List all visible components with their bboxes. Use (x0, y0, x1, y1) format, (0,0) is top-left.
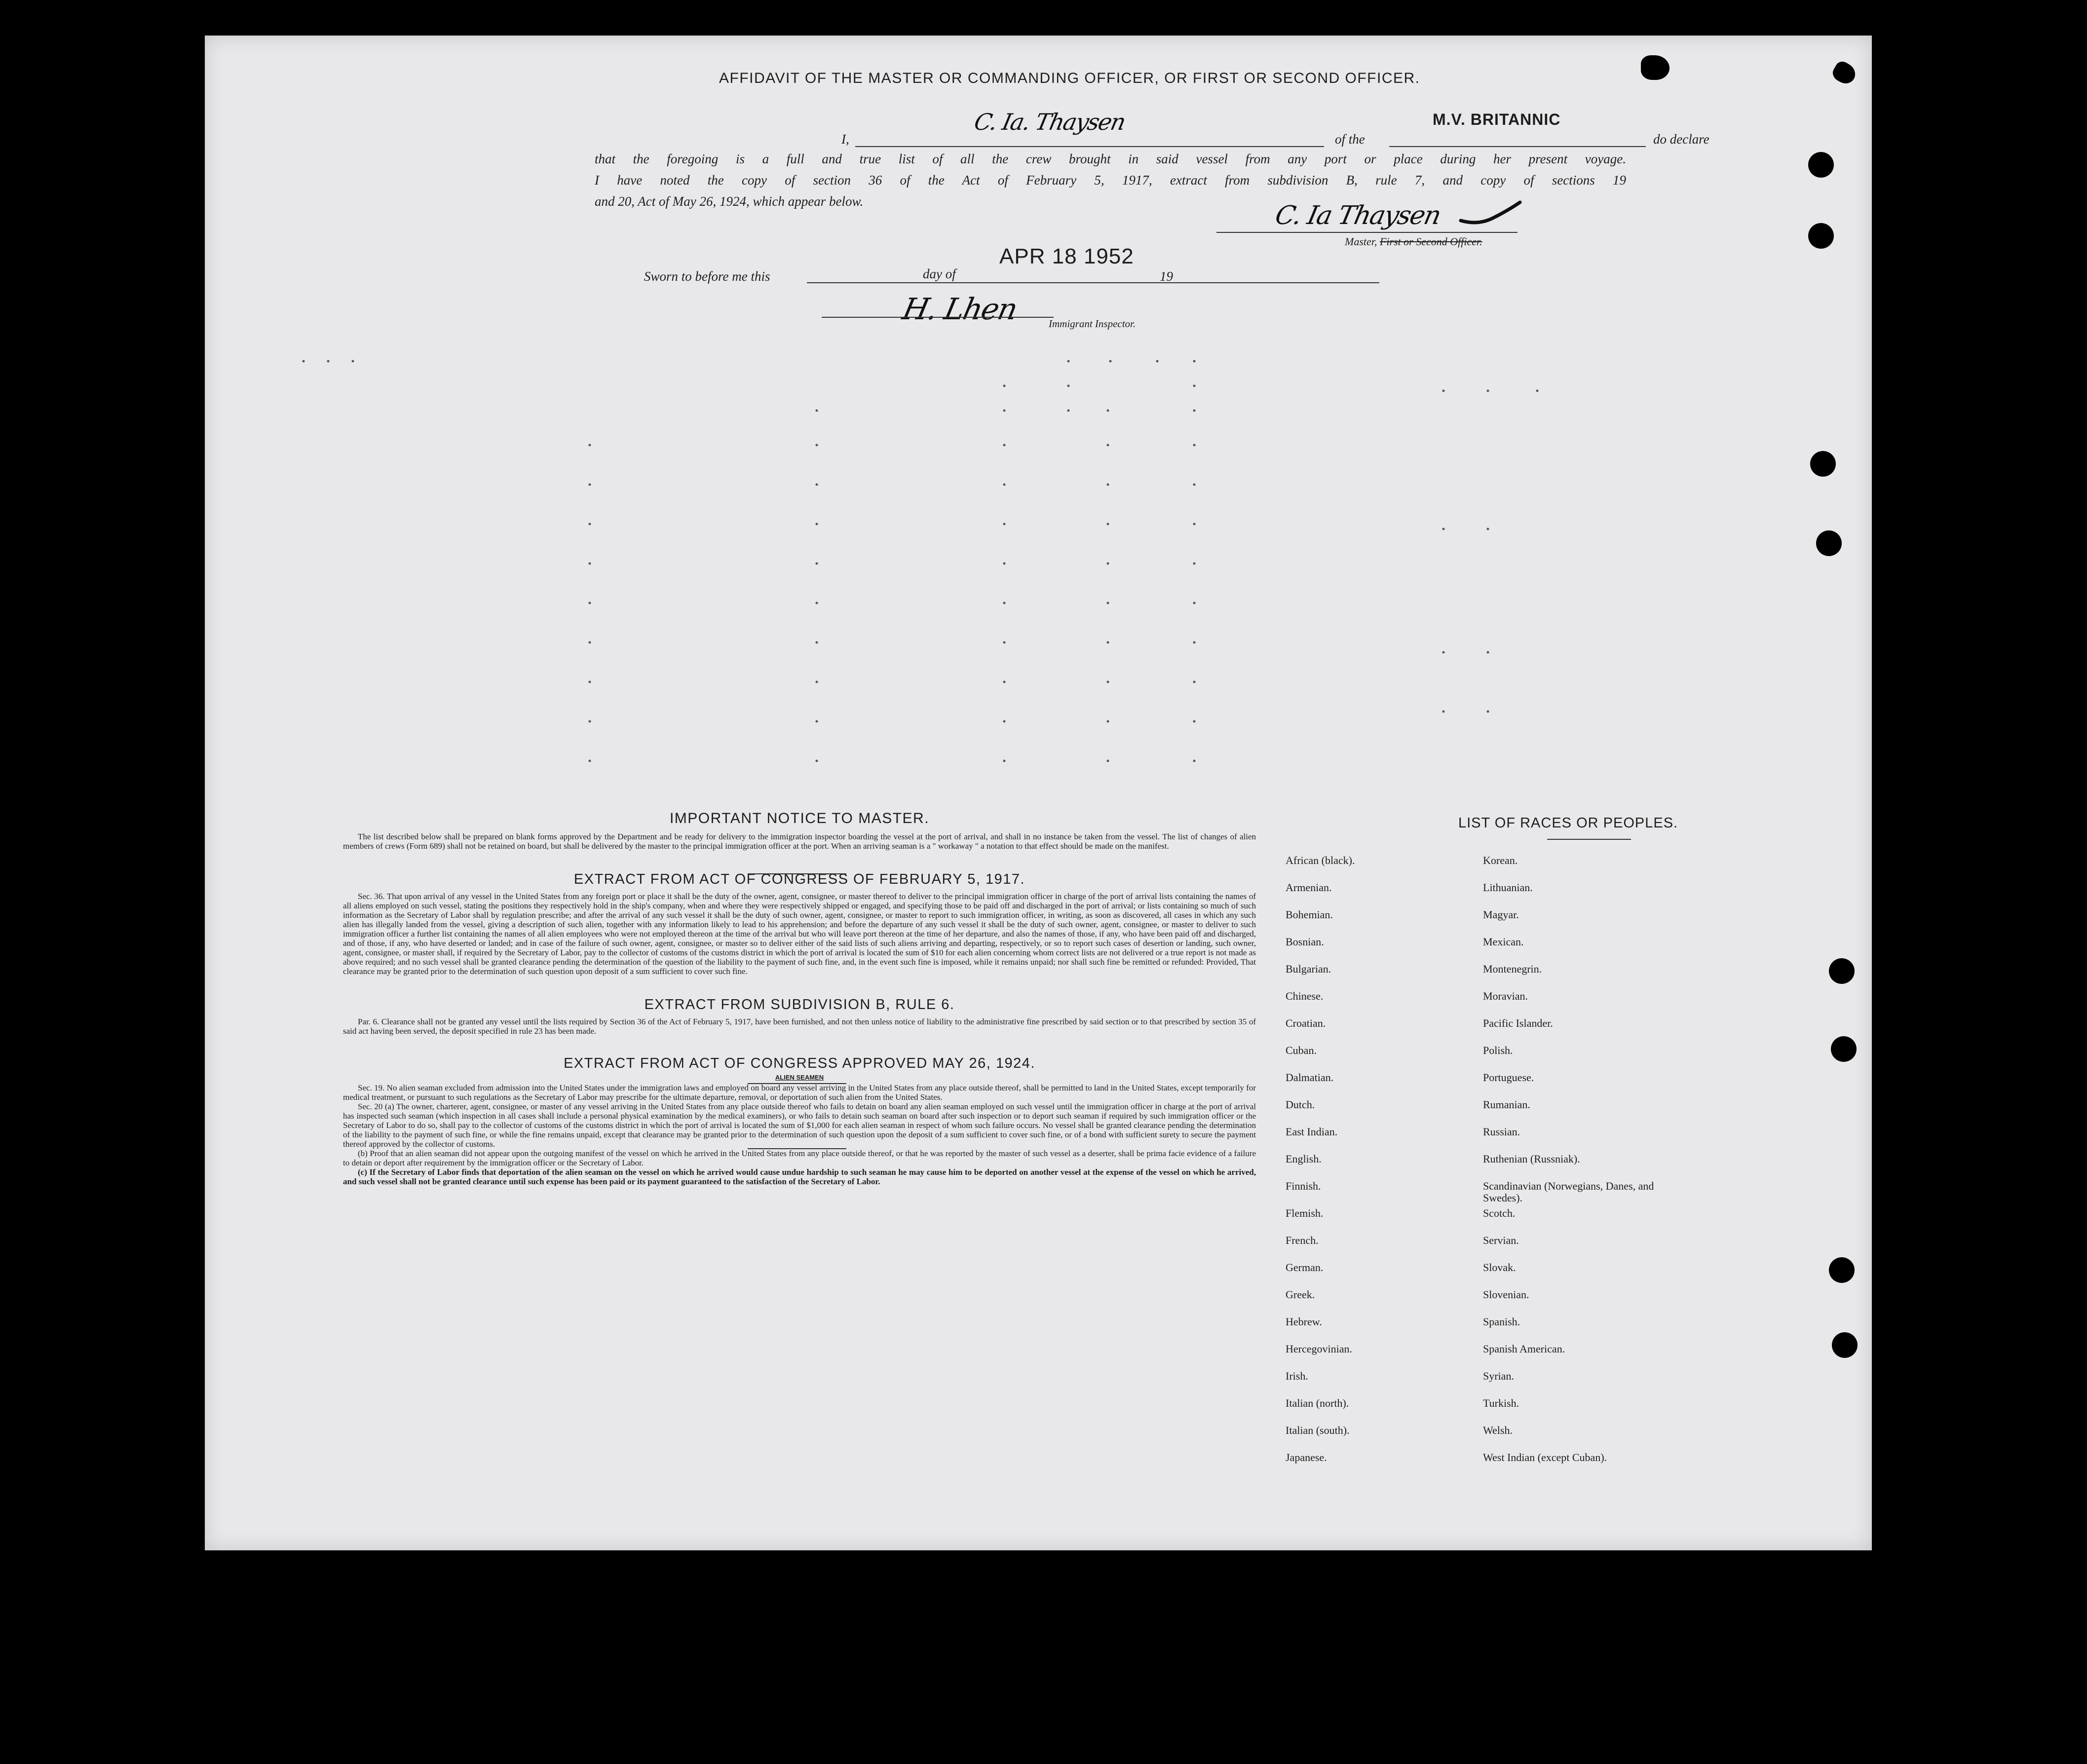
punch-hole (1831, 1036, 1857, 1062)
extract-1924-sec19: Sec. 19. No alien seaman excluded from admission into the United States under the immigration laws and employed on board any vessel arriving in the United States from any place outside thereof, shall be permitted to land in the United States, except temporarily for medical treatment, or pursuant to such regulations as the Secretary of Labor may prescribe for the ultimate departure, removal, or deportation of such alien from the United States. (343, 1083, 1256, 1102)
race-item: English. (1286, 1153, 1322, 1165)
race-item: Montenegrin. (1483, 963, 1542, 975)
race-item: Magyar. (1483, 908, 1519, 921)
race-item: Scandinavian (Norwegians, Danes, and Swedes). (1483, 1180, 1654, 1204)
race-item: Italian (south). (1286, 1424, 1350, 1436)
punch-hole (1829, 958, 1855, 984)
dotted-grid (299, 356, 1779, 800)
race-item: French. (1286, 1234, 1319, 1246)
caption-master: Master, (1345, 235, 1377, 248)
race-item: Welsh. (1483, 1424, 1513, 1436)
extract-1917-title: EXTRACT FROM ACT OF CONGRESS OF FEBRUARY 5, 1917. (573, 871, 1025, 887)
race-item: Chinese. (1286, 990, 1324, 1002)
declaration-body-1: that the foregoing is a full and true list of all the crew brought in said vessel from any port or place during her present voyage. (595, 151, 1626, 166)
date-stamp: APR 18 1952 (999, 244, 1134, 268)
inspector-signature: H. Lhen (899, 292, 1020, 327)
race-item: Armenian. (1286, 881, 1332, 894)
punch-hole (1810, 451, 1836, 477)
affidavit-title: AFFIDAVIT OF THE MASTER OR COMMANDING OFFICER, OR FIRST OR SECOND OFFICER. (719, 70, 1420, 86)
divider-3 (748, 1148, 846, 1149)
punch-hole (1808, 152, 1834, 178)
race-item: Spanish. (1483, 1315, 1520, 1328)
race-item: Syrian. (1483, 1370, 1514, 1382)
races-title: LIST OF RACES OR PEOPLES. (1458, 815, 1678, 831)
sworn-line (807, 282, 1379, 283)
punch-hole (1816, 530, 1842, 556)
race-item: African (black). (1286, 854, 1355, 866)
race-item: Portuguese. (1483, 1071, 1534, 1084)
race-item: Slovenian. (1483, 1288, 1529, 1301)
race-item: Hercegovinian. (1286, 1343, 1352, 1355)
race-item: Rumanian. (1483, 1098, 1530, 1111)
race-item: Moravian. (1483, 990, 1528, 1002)
race-item: Russian. (1483, 1126, 1520, 1138)
extract-1917-text: Sec. 36. That upon arrival of any vessel in the United States from any foreign port or place it shall be the duty of the owner, agent, consignee, or master thereof to deliver to the principal immigration officer in charge of the port of arrival lists containing the names of all aliens employed on such vessel, stating the positions they respectively hold in the ship's company, when and where they were respectively shipped or engaged, and specifying those to be paid off and discharged in the port of arrival; or lists containing so much of such information as the Secretary of Labor shall by regulation prescribe; and after the arrival of any such vessel it shall be the duty of such owner, agent, consignee, or master to report to such immigration officer, in writing, as soon as discovered, all cases in which any such alien has illegally landed from the vessel, giving a description of such alien, together with any information likely to lead to his apprehension; and before the departure of any such vessel it shall be the duty of such owner, agent, consignee, or master to deliver to such immigration officer a further list containing the names of all alien employees who were not employed thereon at the time of the arrival but who will leave port thereon at the time of her departure, and also the names of those, if any, who have been paid off and discharged, and of those, if any, who have deserted or landed; and in case of the failure of such owner, agent, consignee, or master so to deliver either of the said lists of such aliens arriving and departing, respectively, or so to report such cases of desertion or landing, such owner, agent, consignee, or master shall, if required by the Secretary of Labor, pay to the collector of customs of the customs district in which the port of arrival is located the sum of $10 for each alien concerning whom correct lists are not delivered or a true report is not made as above required; and no such vessel shall be granted clearance pending the determination of the question of the liability to the payment of such fine, and, in the event such fine is imposed, while it remains unpaid; nor shall such fine be remitted or refunded: Provided, That clearance may be granted prior to the determination of such question upon deposit of a sum sufficient to cover such fine. (343, 892, 1256, 976)
notice-text: The list described below shall be prepared on blank forms approved by the Department and be ready for delivery to the immigration inspector boarding the vessel at the port of arrival, and shall in no instance be taken from the vessel. The list of changes of alien members of crews (Form 689) shall not be retained on board, but shall be delivered by the master to the principal immigration officer at the port. When an arriving seaman is a " workaway " a notation to that effect should be made on the manifest. (343, 832, 1256, 851)
race-item: Croatian. (1286, 1017, 1326, 1029)
rule6-text: Par. 6. Clearance shall not be granted any vessel until the lists required by Section 36 of the Act of February 5, 1917, have been furnished, and not then unless notice of liability to the administrative fine prescribed by said section or to that prescribed by section 35 of said act having been served, the deposit specified in rule 23 has been made. (343, 1017, 1256, 1036)
year-prefix: 19 (1160, 269, 1173, 284)
races-title-underline (1547, 839, 1631, 840)
declaration-of-the: of the (1335, 132, 1365, 147)
declaration-body-2: I have noted the copy of section 36 of the Act of February 5, 1917, extract from subdivision B, rule 7, and copy of sections 19 (595, 173, 1626, 188)
race-item: Spanish American. (1483, 1343, 1565, 1355)
race-item: Japanese. (1286, 1451, 1327, 1464)
race-item: Flemish. (1286, 1207, 1324, 1219)
alien-seamen-subtitle: ALIEN SEAMEN (775, 1074, 824, 1081)
punch-hole (1832, 1332, 1858, 1358)
race-item: Bulgarian. (1286, 963, 1331, 975)
inspector-caption: Immigrant Inspector. (1049, 318, 1136, 330)
race-item: Ruthenian (Russniak). (1483, 1153, 1580, 1165)
document-page (205, 36, 1872, 1550)
extract-1924-title: EXTRACT FROM ACT OF CONGRESS APPROVED MAY 26, 1924. (564, 1055, 1035, 1071)
notice-section (343, 810, 1256, 1186)
race-item: Dutch. (1286, 1098, 1315, 1111)
races-right-column (1483, 855, 1690, 1479)
extract-1924-sec20c: (c) If the Secretary of Labor finds that deportation of the alien seaman on the vessel on which he arrived would cause undue hardship to such seaman he may cause him to be deported on another vessel at the expense of the vessel on which he arrived, and such vessel shall not be granted clearance until such expense has been paid or its payment guaranteed to the satisfaction of the Secretary of Labor. (343, 1167, 1256, 1186)
vessel-name: M.V. BRITANNIC (1433, 111, 1561, 128)
notice-title: IMPORTANT NOTICE TO MASTER. (669, 810, 930, 826)
declaration-i: I, (841, 132, 849, 147)
divider-1 (748, 873, 846, 874)
race-item: Korean. (1483, 854, 1518, 866)
race-item: Bosnian. (1286, 936, 1324, 948)
race-item: Servian. (1483, 1234, 1519, 1246)
race-item: Bohemian. (1286, 908, 1333, 921)
race-item: Hebrew. (1286, 1315, 1322, 1328)
race-item: Mexican. (1483, 936, 1524, 948)
punch-hole (1829, 1257, 1855, 1283)
race-item: Pacific Islander. (1483, 1017, 1553, 1029)
race-item: Cuban. (1286, 1044, 1317, 1056)
punch-hole (1808, 223, 1834, 249)
race-item: Polish. (1483, 1044, 1513, 1056)
extract-1924-sec20b: (b) Proof that an alien seaman did not appear upon the outgoing manifest of the vessel on which he arrived in the United States from any place outside thereof, or that he was reported by the master of such vessel as a deserter, shall be prima facie evidence of a failure to detain or deport after requirement by the immigration officer or the Secretary of Labor. (343, 1149, 1256, 1167)
race-item: Dalmatian. (1286, 1071, 1334, 1084)
race-item: Italian (north). (1286, 1397, 1349, 1409)
race-item: Finnish. (1286, 1180, 1321, 1192)
race-item: German. (1286, 1261, 1324, 1274)
divider-2 (748, 1083, 846, 1084)
vessel-line (1389, 146, 1646, 147)
races-left-column (1286, 855, 1493, 1479)
master-signature: C. Ia Thaysen (1272, 201, 1443, 230)
inspector-line (822, 317, 1054, 318)
race-item: East Indian. (1286, 1126, 1338, 1138)
name-line (855, 146, 1324, 147)
race-item: Greek. (1286, 1288, 1315, 1301)
race-item: Lithuanian. (1483, 881, 1533, 894)
race-item: Irish. (1286, 1370, 1308, 1382)
caption-struck-officer: First or Second Officer. (1379, 235, 1482, 248)
signature-flourish (1458, 198, 1522, 228)
signature-line (1216, 232, 1518, 233)
day-of-text: day of (923, 266, 956, 281)
rule6-title: EXTRACT FROM SUBDIVISION B, RULE 6. (644, 997, 955, 1013)
sworn-text: Sworn to before me this (644, 269, 770, 284)
race-item: Scotch. (1483, 1207, 1516, 1219)
signer-name-handwritten: C. Ia. Thaysen (972, 109, 1128, 135)
declaration-body-3: and 20, Act of May 26, 1924, which appear below. (595, 194, 864, 209)
signature-caption (1345, 235, 1482, 248)
declaration-do-declare: do declare (1653, 132, 1709, 147)
ink-blot (1641, 55, 1670, 80)
race-item: Slovak. (1483, 1261, 1516, 1274)
race-item: Turkish. (1483, 1397, 1519, 1409)
race-item: West Indian (except Cuban). (1483, 1451, 1607, 1464)
extract-1924-sec20a: Sec. 20 (a) The owner, charterer, agent, consignee, or master of any vessel arriving in the United States from any place outside thereof who fails to detain on board any alien seaman employed on such vessel until the immigration officer in charge at the port of arrival has inspected such seaman (which inspection in all cases shall include a personal physical examination by the medical examiners), or who fails to detain such seaman on board after such inspection or to deport such seaman if required by such immigration officer or the Secretary of Labor to do so, shall pay to the collector of customs of the customs district in which the port of arrival is located the sum of $1,000 for each alien seaman in respect of whom such failure occurs. No vessel shall be granted clearance pending the determination of the liability to the payment of such fine, or while the fine remains unpaid, except that clearance may be granted prior to the determination of such question upon the deposit of a sum sufficient to cover such fine, or of a bond with sufficient surety to secure the payment thereof approved by the collector of customs. (343, 1102, 1256, 1149)
